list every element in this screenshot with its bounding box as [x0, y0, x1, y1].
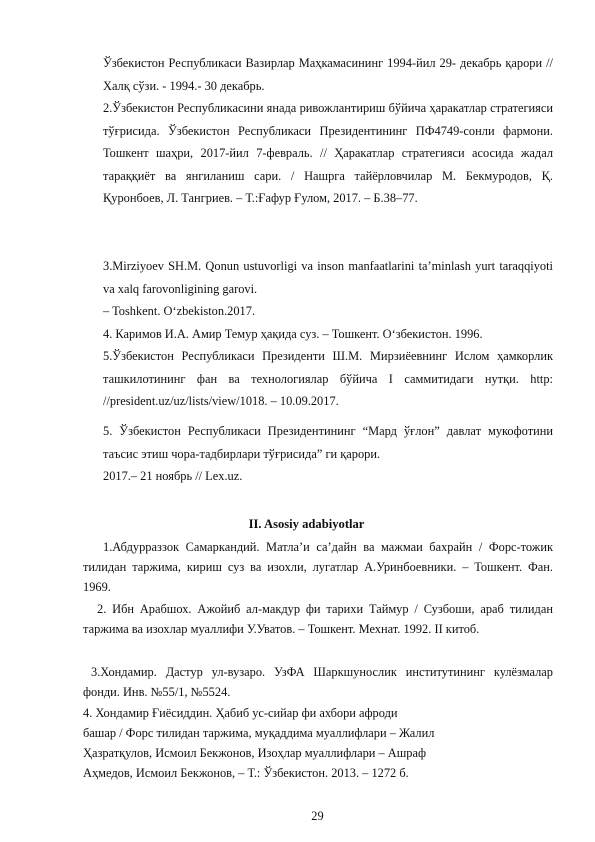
reference-item: – Toshkent. O‘zbekiston.2017.: [103, 304, 256, 318]
reference-line: башар / Форс тилидан таржима, муқаддима муаллифлари – Жалил: [83, 726, 435, 740]
reference-item: 5. Ўзбекистон Республикаси Президентининг “Мард ўғлон” давлат мукофотини таъсис этиш чора-тадбирлари тўғрисида” ги қарори.: [103, 424, 553, 461]
reference-line: Ҳазратқулов, Исмоил Бекжонов, Изоҳлар муаллифлари – Ашраф: [83, 746, 427, 760]
reference-item: 2017.– 21 ноябрь // Lex.uz.: [103, 469, 243, 483]
reference-item: 2.Ўзбекистон Республикасини янада ривожлантириш бўйича ҳаракатлар стратегияси тўғрисида. Ўзбекистон Республикаси Президентининг ПФ4749-сонли фармони. Тошкент шаҳри, 2017-йил 7-февраль. // Ҳаракатлар стратегияси асосида жадал тараққиёт ва янгиланиш сари. / Нашрга тайёрловчилар М. Бекмуродов, Қ. Қуронбоев, Л. Тангриев. – Т.:Ғафур Ғулом, 2017. – Б.38–77.: [103, 101, 553, 206]
reference-item: Ўзбекистон Республикаси Вазирлар Маҳкамасининг 1994-йил 29- декабрь қарори // Халқ сўзи. - 1994.- 30 декабрь.: [103, 56, 553, 93]
reference-item: 1.Абдурраззок Самаркандий. Матла’и са’дайн ва мажмаи бахрайн / Форс-тожик тилидан таржима, кириш суз ва изохли, лугатлар А.Уринбоевники. – Тошкент. Фан. 1969.: [83, 540, 553, 594]
reference-item: 4. Каримов И.А. Амир Темур ҳақида суз. – Тошкент. O‘збекистон. 1996.: [103, 327, 483, 341]
page-number: 29: [311, 809, 324, 823]
section-heading: II. Asosiy adabiyotlar: [248, 517, 365, 531]
reference-line: Аҳмедов, Исмоил Бекжонов, – Т.: Ўзбекистон. 2013. – 1272 б.: [83, 766, 409, 780]
reference-item: 2. Ибн Арабшох. Ажойиб ал-макдур фи тарихи Таймур / Сузбоши, араб тилидан таржима ва изохлар муаллифи У.Уватов. – Тошкент. Мехнат. 1992. II китоб.: [83, 602, 553, 636]
reference-item: 3.Mirziyoev SH.M. Qonun ustuvorligi va inson manfaatlarini ta’minlash yurt taraqqiyoti va xalq farovonligining garovi.: [103, 259, 553, 296]
reference-line: 4. Хондамир Ғиёсиддин. Ҳабиб ус-сийар фи ахбори афроди: [83, 706, 398, 720]
reference-item: 5.Ўзбекистон Республикаси Президенти Ш.М. Мирзиёевнинг Ислом ҳамкорлик ташкилотининг фан ва технологиялар бўйича I саммитидаги нутқи. http: //president.uz/uz/lists/view/1018. – 10.09.2017.: [103, 349, 553, 409]
reference-item: 3.Хондамир. Дастур ул-вузаро. УзФА Шаркшунослик институтининг кулёзмалар фонди. Инв. №55/1, №5524.: [83, 665, 553, 699]
